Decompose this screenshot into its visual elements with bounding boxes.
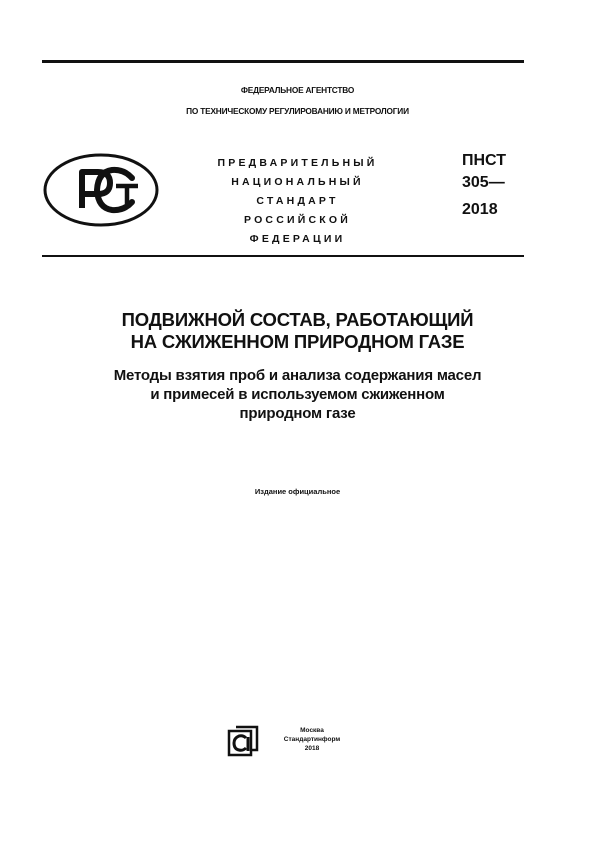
top-rule	[42, 60, 524, 63]
edition-label: Издание официальное	[254, 487, 341, 496]
publisher-year: 2018	[304, 745, 320, 752]
standard-code-year: 2018	[462, 201, 498, 218]
middle-rule	[42, 255, 524, 257]
document-subtitle-line: природном газе	[239, 405, 356, 422]
gost-r-emblem-icon	[42, 152, 160, 228]
standard-code-prefix: ПНСТ	[462, 152, 506, 169]
publisher-name: Стандартинформ	[283, 736, 341, 743]
agency-name-line2: ПО ТЕХНИЧЕСКОМУ РЕГУЛИРОВАНИЮ И МЕТРОЛОГИИ	[186, 106, 409, 116]
standard-kind-line: СТАНДАРТ	[256, 195, 339, 207]
standard-code	[462, 150, 506, 221]
standard-kind	[205, 154, 390, 249]
document-title-line: НА СЖИЖЕННОМ ПРИРОДНОМ ГАЗЕ	[130, 331, 465, 352]
standard-kind-line: НАЦИОНАЛЬНЫЙ	[231, 176, 364, 188]
agency-name-line1: ФЕДЕРАЛЬНОЕ АГЕНТСТВО	[240, 85, 355, 95]
standard-kind-line: ПРЕДВАРИТЕЛЬНЫЙ	[217, 157, 378, 169]
standard-code-number: 305—	[462, 174, 505, 191]
publisher-imprint	[277, 726, 347, 753]
document-title-line: ПОДВИЖНОЙ СОСТАВ, РАБОТАЮЩИЙ	[121, 309, 474, 330]
document-subtitle-line: и примесей в используемом сжиженном	[150, 386, 445, 403]
document-title	[60, 309, 535, 353]
publisher-city: Москва	[300, 727, 324, 734]
standard-kind-line: РОССИЙСКОЙ	[244, 214, 351, 226]
standard-kind-line: ФЕДЕРАЦИИ	[249, 233, 346, 245]
document-subtitle	[60, 366, 535, 423]
standartinform-logo-icon	[227, 725, 259, 757]
document-subtitle-line: Методы взятия проб и анализа содержания масел	[113, 367, 482, 384]
